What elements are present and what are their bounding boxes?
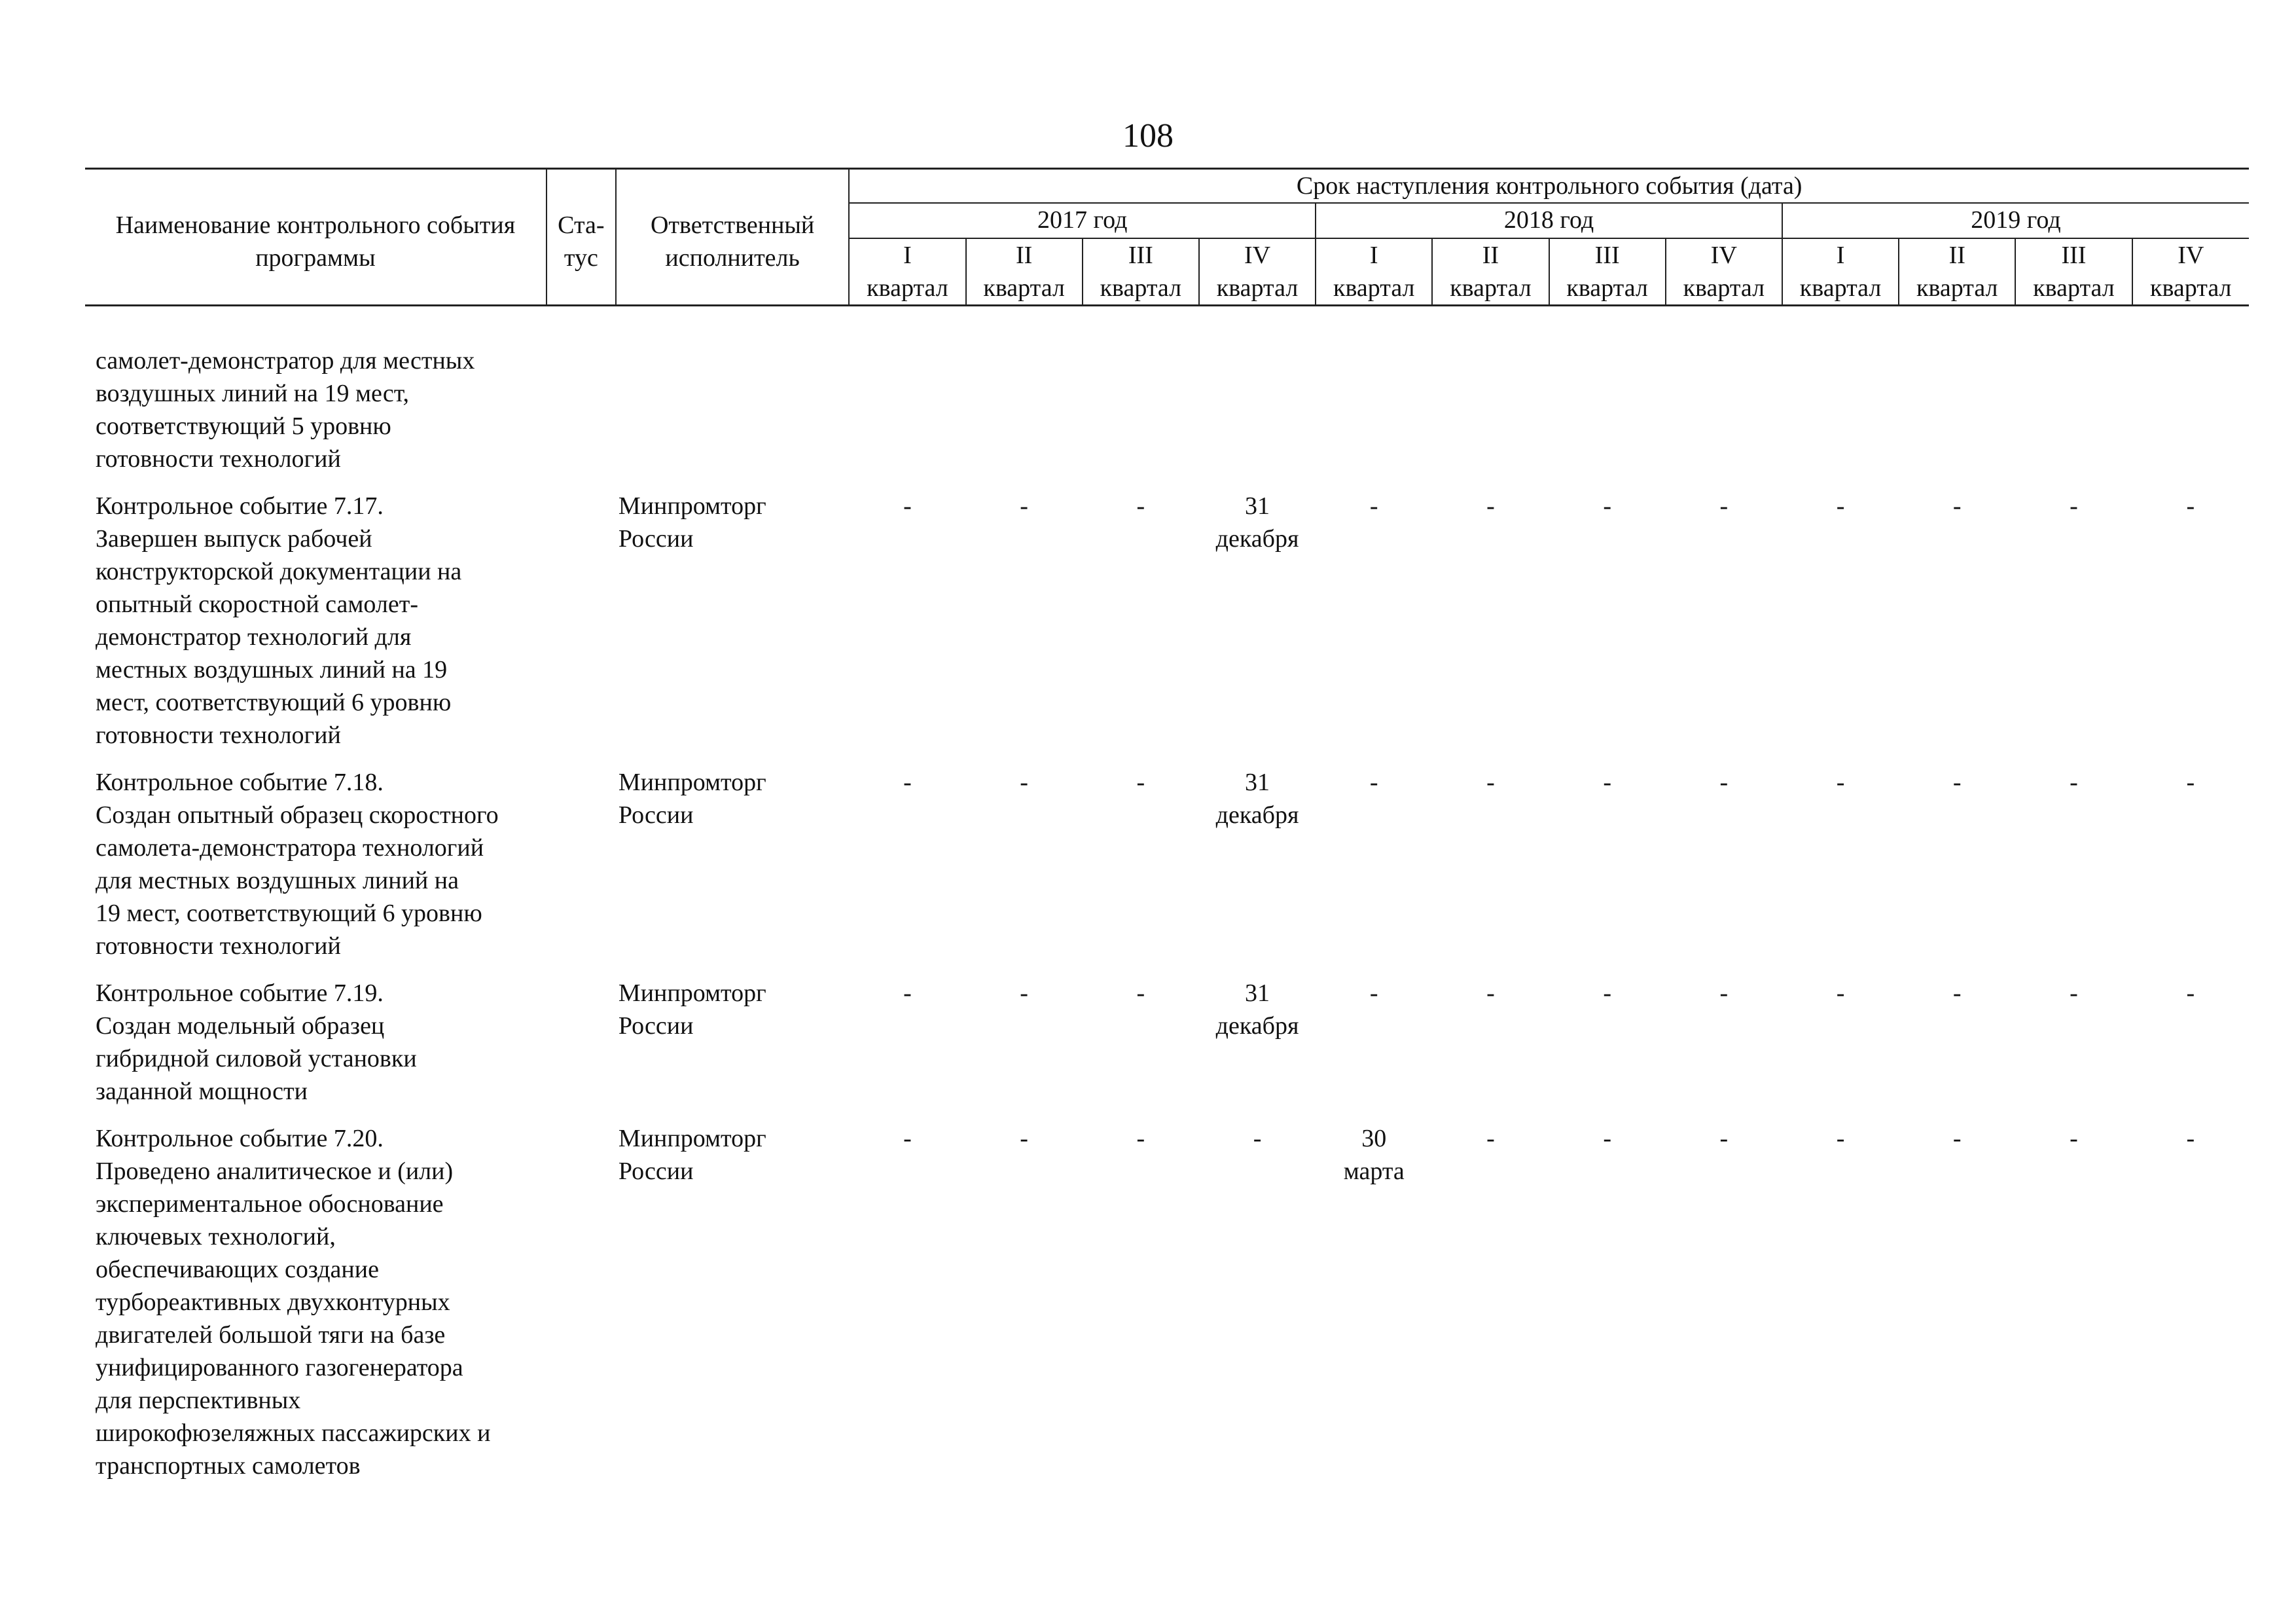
quarter-value: - xyxy=(1836,492,1845,520)
quarter-value: - xyxy=(1136,769,1145,796)
quarter-value: - xyxy=(1020,979,1028,1007)
quarter-value: 31 декабря xyxy=(1215,979,1299,1040)
quarter-word: квартал xyxy=(2033,274,2115,302)
header-quarter xyxy=(1083,238,1199,306)
header-status: Ста- тус xyxy=(547,169,616,306)
header-executor: Ответственный исполнитель xyxy=(616,169,849,306)
quarter-value xyxy=(1316,344,1432,475)
quarter-value: - xyxy=(1486,979,1495,1007)
quarter-value: - xyxy=(903,1125,912,1152)
quarter-value: - xyxy=(1136,979,1145,1007)
header-quarter xyxy=(1782,238,1899,306)
status-cell xyxy=(547,766,616,962)
quarter-value: - xyxy=(2186,492,2195,520)
quarter-numeral: I xyxy=(1836,242,1845,269)
status-cell xyxy=(547,977,616,1108)
quarter-value: 31 декабря xyxy=(1215,492,1299,553)
quarter-value: - xyxy=(1020,492,1028,520)
header-quarter xyxy=(966,238,1083,306)
table-row xyxy=(85,344,2249,475)
quarter-numeral: II xyxy=(1482,242,1499,269)
quarter-word: квартал xyxy=(1683,274,1765,302)
quarter-value: - xyxy=(1020,1125,1028,1152)
header-quarter xyxy=(1432,238,1549,306)
quarter-value: - xyxy=(1486,769,1495,796)
quarter-value: 31 декабря xyxy=(1215,769,1299,829)
quarter-value: - xyxy=(1603,979,1611,1007)
quarter-value: - xyxy=(1020,769,1028,796)
quarter-numeral: IV xyxy=(1244,242,1271,269)
quarter-value: - xyxy=(1836,1125,1845,1152)
quarter-value: - xyxy=(1253,1125,1262,1152)
quarter-value xyxy=(1199,344,1316,475)
quarter-value xyxy=(2015,344,2132,475)
quarter-value xyxy=(1666,344,1782,475)
quarter-word: квартал xyxy=(983,274,1065,302)
quarter-numeral: II xyxy=(1015,242,1033,269)
header-deadline: Срок наступления контрольного события (дата) xyxy=(849,169,2249,204)
event-name-cell xyxy=(85,977,547,1108)
quarter-value: - xyxy=(2186,1125,2195,1152)
quarter-value xyxy=(1782,344,1899,475)
executor-cell: Минпромторг России xyxy=(618,1125,766,1185)
header-year-2018: 2018 год xyxy=(1316,203,1782,238)
quarter-value: - xyxy=(903,979,912,1007)
header-quarter xyxy=(1666,238,1782,306)
status-cell xyxy=(547,1122,616,1482)
quarter-numeral: IV xyxy=(2178,242,2204,269)
table-row xyxy=(85,490,2249,752)
quarter-value: - xyxy=(1603,492,1611,520)
event-name-cell xyxy=(85,490,547,752)
executor-cell: Минпромторг России xyxy=(618,492,766,553)
quarter-word: квартал xyxy=(1916,274,1998,302)
quarter-word: квартал xyxy=(1100,274,1182,302)
quarter-value: - xyxy=(1719,769,1729,796)
quarter-value xyxy=(1899,344,2015,475)
table-body xyxy=(85,306,2249,1497)
event-name: Контрольное событие 7.20. Проведено аналитическое и (или) экспериментальное обоснование ключевых технологий, обеспечивающих создание турбореактивных двухконтурных двигателей большой тяги на базе унифицированного газогенератора для перспективных широкофюзеляжных пассажирских и транспортных самолетов xyxy=(96,1125,491,1480)
event-name-cell xyxy=(85,766,547,962)
quarter-value: - xyxy=(1369,979,1378,1007)
quarter-value: - xyxy=(1836,979,1845,1007)
quarter-value: - xyxy=(1369,769,1378,796)
quarter-word: квартал xyxy=(2150,274,2232,302)
quarter-value xyxy=(1083,344,1199,475)
quarter-value: - xyxy=(1952,979,1962,1007)
quarter-value: - xyxy=(1603,769,1611,796)
quarter-value xyxy=(1432,344,1549,475)
table-row xyxy=(85,1122,2249,1482)
header-quarter xyxy=(1899,238,2015,306)
quarter-value: - xyxy=(1603,1125,1611,1152)
event-name: Контрольное событие 7.18. Создан опытный образец скоростного самолета-демонстратора технологий для местных воздушных линий на 19 мест, соответствующий 6 уровню готовности технологий xyxy=(96,769,499,960)
quarter-value xyxy=(1549,344,1666,475)
quarter-word: квартал xyxy=(1450,274,1532,302)
status-cell xyxy=(547,490,616,752)
event-name: самолет-демонстратор для местных воздушных линий на 19 мест, соответствующий 5 уровню готовности технологий xyxy=(96,347,475,473)
header-quarter xyxy=(849,238,965,306)
quarter-value xyxy=(2132,344,2249,475)
quarter-value xyxy=(849,344,965,475)
quarter-word: квартал xyxy=(1216,274,1299,302)
event-name-cell xyxy=(85,1122,547,1482)
quarter-value: - xyxy=(903,769,912,796)
quarter-value xyxy=(966,344,1083,475)
event-name: Контрольное событие 7.17. Завершен выпуск рабочей конструкторской документации на опытный скоростной самолет- демонстратор технологий для местных воздушных линий на 19 мест, соответствующий 6 уровню готовности технологий xyxy=(96,492,462,749)
quarter-value: - xyxy=(2070,492,2078,520)
header-quarter xyxy=(2015,238,2132,306)
page-number: 108 xyxy=(1122,117,1174,155)
quarter-value: - xyxy=(1486,1125,1495,1152)
quarter-word: квартал xyxy=(1799,274,1882,302)
quarter-value: - xyxy=(1836,769,1845,796)
header-event-name: Наименование контрольного события программы xyxy=(85,169,547,306)
control-events-table xyxy=(85,168,2249,1497)
quarter-numeral: III xyxy=(1128,242,1153,269)
quarter-value: - xyxy=(2186,979,2195,1007)
quarter-value: - xyxy=(2070,979,2078,1007)
quarter-value: - xyxy=(1136,1125,1145,1152)
quarter-numeral: I xyxy=(1369,242,1378,269)
quarter-value: - xyxy=(1952,769,1962,796)
table-row xyxy=(85,766,2249,962)
quarter-numeral: I xyxy=(903,242,912,269)
quarter-numeral: IV xyxy=(1710,242,1737,269)
header-quarter xyxy=(2132,238,2249,306)
quarter-value: - xyxy=(1719,979,1729,1007)
event-name: Контрольное событие 7.19. Создан модельный образец гибридной силовой установки заданной мощности xyxy=(96,979,417,1105)
quarter-value: - xyxy=(1952,492,1962,520)
table-row xyxy=(85,977,2249,1108)
executor-cell xyxy=(616,344,849,475)
header-quarter xyxy=(1199,238,1316,306)
quarter-value: - xyxy=(1369,492,1378,520)
quarter-word: квартал xyxy=(867,274,948,302)
executor-cell: Минпромторг России xyxy=(618,979,766,1040)
quarter-value: - xyxy=(2070,769,2078,796)
quarter-numeral: II xyxy=(1948,242,1965,269)
quarter-word: квартал xyxy=(1333,274,1415,302)
quarter-value: - xyxy=(903,492,912,520)
quarter-value: - xyxy=(1486,492,1495,520)
quarter-value: - xyxy=(1952,1125,1962,1152)
status-cell xyxy=(547,344,616,475)
quarter-numeral: III xyxy=(2061,242,2087,269)
quarter-value: - xyxy=(1719,492,1729,520)
quarter-value: 30 марта xyxy=(1343,1125,1405,1185)
header-quarter xyxy=(1316,238,1432,306)
quarter-word: квартал xyxy=(1566,274,1648,302)
quarter-value: - xyxy=(2186,769,2195,796)
quarter-numeral: III xyxy=(1594,242,1620,269)
quarter-value: - xyxy=(2070,1125,2078,1152)
header-quarter xyxy=(1549,238,1666,306)
executor-cell: Минпромторг России xyxy=(618,769,766,829)
quarter-value: - xyxy=(1136,492,1145,520)
header-year-2019: 2019 год xyxy=(1782,203,2249,238)
event-name-cell xyxy=(85,344,547,475)
quarter-value: - xyxy=(1719,1125,1729,1152)
header-year-2017: 2017 год xyxy=(849,203,1316,238)
